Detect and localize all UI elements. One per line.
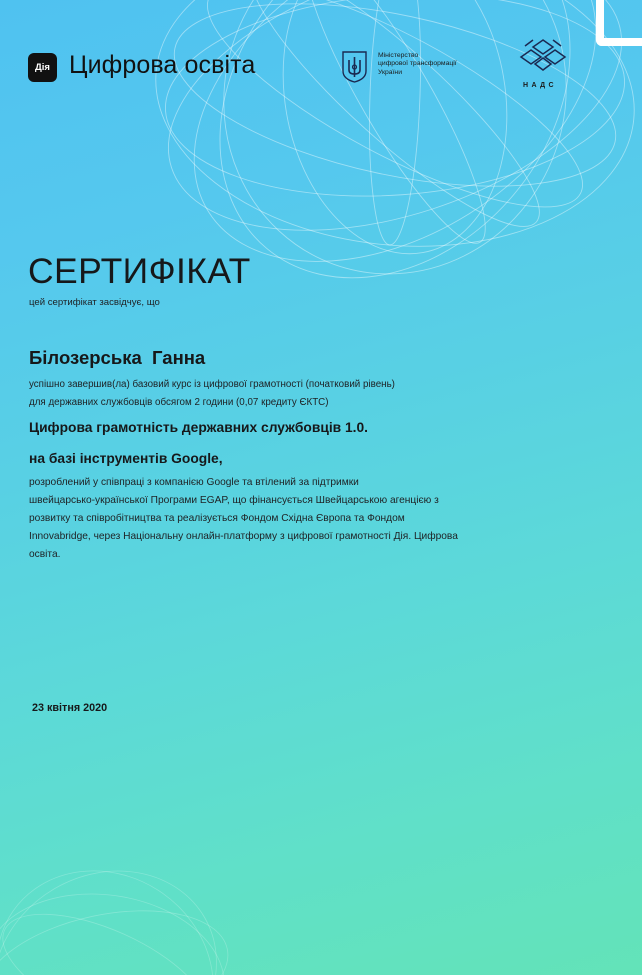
nads-emblem-icon — [519, 38, 567, 72]
certificate-subtitle: цей сертифікат засвідчує, що — [29, 297, 160, 308]
course-title-line: на базі інструментів Google, — [29, 451, 223, 466]
brand-title: Цифрова освіта — [69, 51, 256, 79]
nads-name: НАДС — [523, 82, 558, 89]
ministry-name — [378, 52, 488, 77]
description-line: Innovabridge, через Національну онлайн-платформу з цифрової грамотності Дія. Цифрова — [29, 531, 458, 542]
course-title-line: Цифрова грамотність державних службовців 1.0. — [29, 420, 368, 435]
ministry-name-line: Міністерство — [378, 52, 419, 59]
description-line: розроблений у співпраці з компанією Google та втілений за підтримки — [29, 477, 359, 488]
completion-line: для державних службовців обсягом 2 години (0,07 кредиту ЄКТС) — [29, 397, 329, 408]
description-line: розвитку та співробітництва та реалізується Фондом Східна Європа та Фондом — [29, 513, 405, 524]
recipient-name: Білозерська Ганна — [29, 347, 206, 368]
issue-date: 23 квітня 2020 — [32, 702, 108, 714]
ministry-name-line: України — [378, 68, 402, 76]
trident-emblem-icon — [341, 51, 368, 83]
description-line: швейцарсько-української Програми EGAP, що фінансується Швейцарською агенцією з — [29, 495, 439, 506]
diia-logo: Дія — [28, 53, 57, 82]
completion-line: успішно завершив(ла) базовий курс із цифрової грамотності (початковий рівень) — [29, 379, 395, 390]
certificate-title: СЕРТИФІКАТ — [28, 251, 251, 291]
ministry-name-line: цифрової трансформації — [378, 60, 457, 68]
description-line: освіта. — [29, 549, 61, 560]
corner-bracket-decoration — [596, 0, 642, 46]
